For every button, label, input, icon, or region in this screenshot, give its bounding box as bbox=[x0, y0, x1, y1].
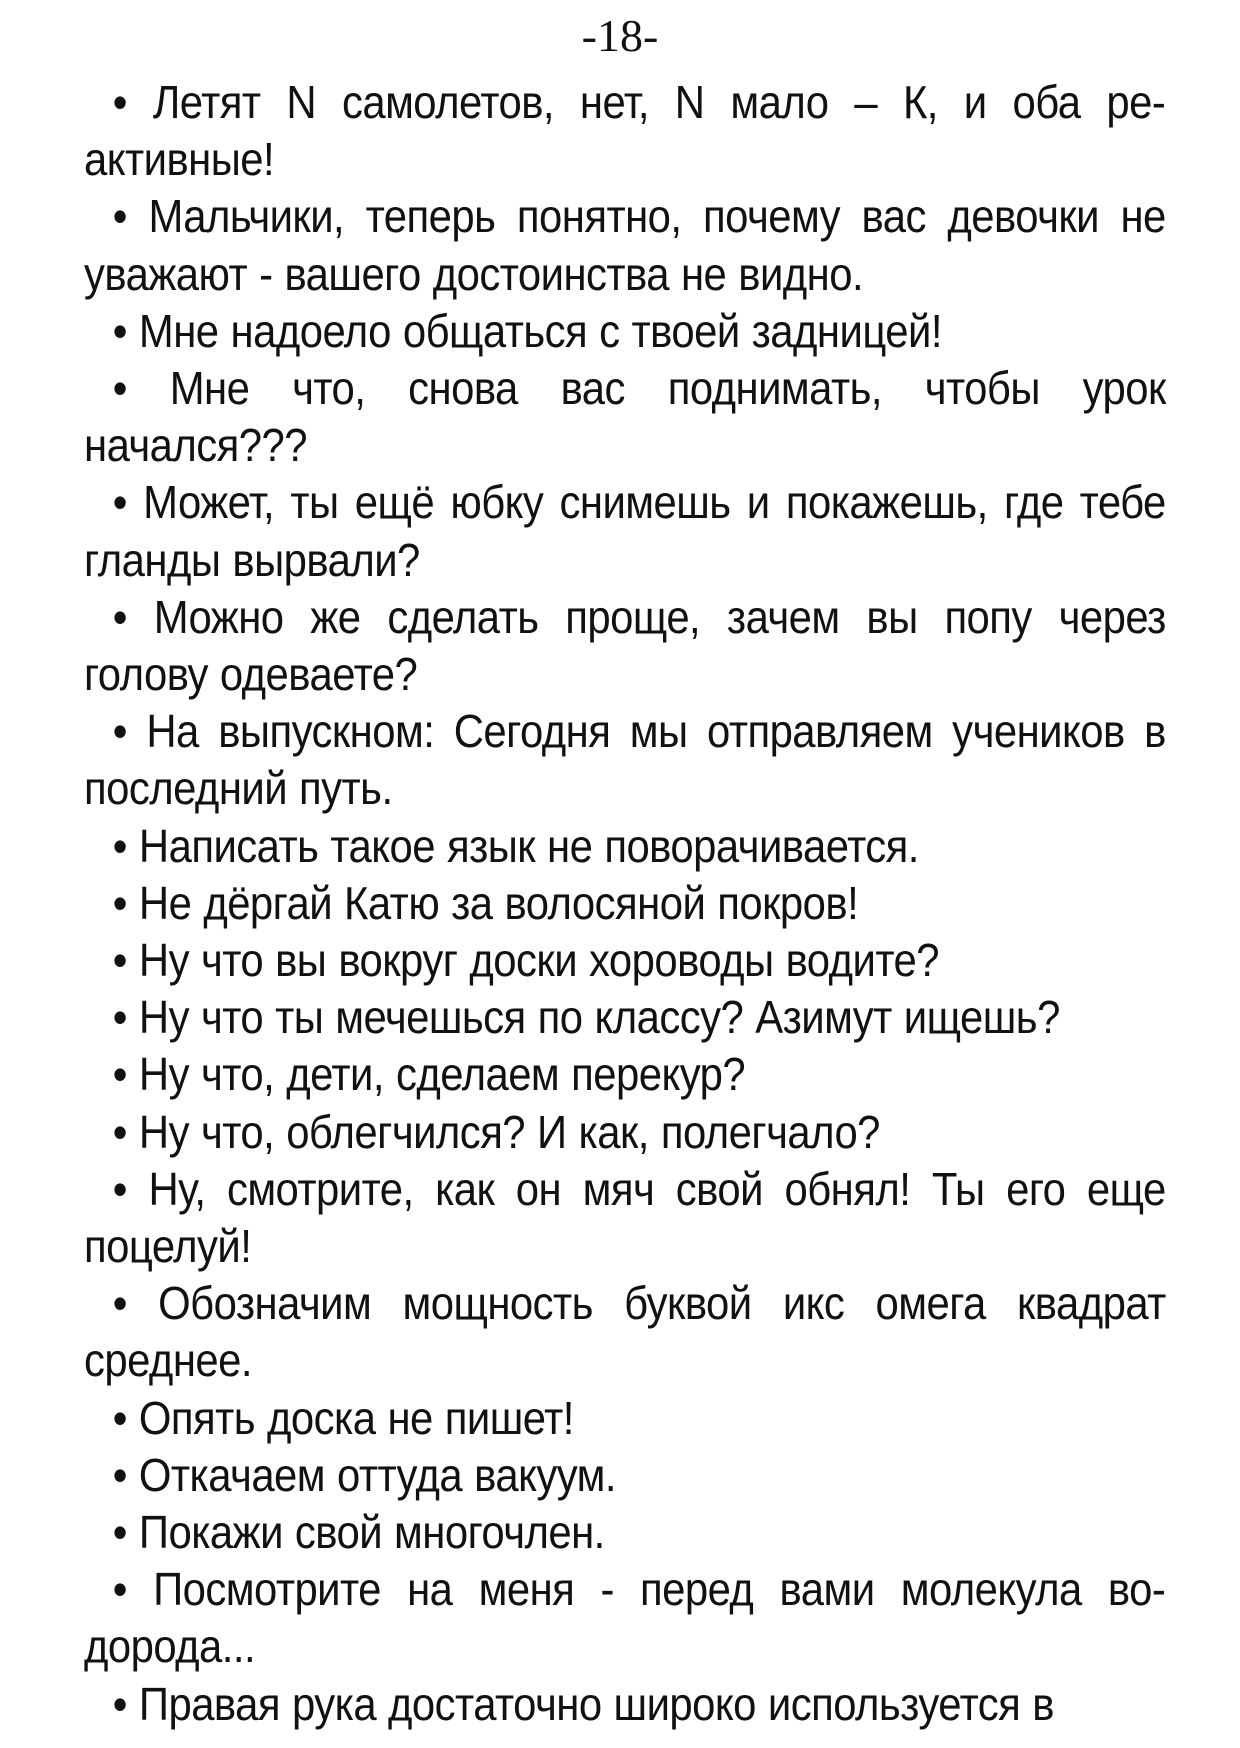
bullet: • bbox=[112, 1105, 127, 1158]
list-item-text: Можно же сделать проще, зачем вы попу через голову одеваете? bbox=[84, 590, 1166, 701]
list-item bbox=[84, 1046, 1166, 1103]
list-item-text: Ну что вы вокруг доски хороводы водите? bbox=[138, 934, 939, 987]
list-item-text: Ну что, облегчился? И как, полегчало? bbox=[138, 1105, 880, 1158]
list-item bbox=[84, 818, 1166, 875]
list-item-text: Мальчики, теперь понятно, почему вас девочки не уважают - вашего достоинства не видно. bbox=[84, 190, 1166, 300]
list-item bbox=[84, 589, 1166, 703]
list-item-text: Может, ты ещё юбку снимешь и покажешь, где тебе гланды вырвали? bbox=[84, 476, 1166, 586]
list-item-text: Написать такое язык не поворачивается. bbox=[138, 819, 919, 872]
list-item bbox=[84, 932, 1166, 989]
list-item bbox=[84, 1447, 1166, 1504]
bullet: • bbox=[112, 1677, 127, 1730]
list-item bbox=[84, 1390, 1166, 1447]
list-item-text: Опять доска не пишет! bbox=[138, 1391, 574, 1444]
bullet: • bbox=[112, 1277, 127, 1330]
list-item-text: Откачаем оттуда вакуум. bbox=[138, 1448, 616, 1501]
bullet: • bbox=[112, 1506, 127, 1559]
page-number: -18- bbox=[581, 10, 659, 61]
list-item bbox=[84, 1504, 1166, 1561]
list-item bbox=[84, 875, 1166, 932]
bullet: • bbox=[112, 190, 127, 243]
bullet: • bbox=[112, 876, 127, 929]
list-item bbox=[84, 474, 1166, 588]
list-item bbox=[84, 1161, 1166, 1275]
bullet: • bbox=[112, 76, 127, 128]
bullet: • bbox=[112, 1563, 127, 1616]
list-item bbox=[84, 1275, 1166, 1389]
bullet: • bbox=[112, 1448, 127, 1501]
list-item-text: Не дёргай Катю за волосяной покров! bbox=[138, 876, 859, 929]
list-item bbox=[84, 989, 1166, 1046]
list-item-text: Обозначим мощность буквой икс омега квадрат среднее. bbox=[84, 1277, 1166, 1387]
bullet: • bbox=[112, 1048, 127, 1101]
bullet: • bbox=[112, 590, 127, 643]
list-item-text: Ну что, дети, сделаем перекур? bbox=[138, 1048, 746, 1101]
list-item-text: Покажи свой многочлен. bbox=[138, 1506, 605, 1559]
list-item bbox=[84, 303, 1166, 360]
list-item-text: Мне что, снова вас поднимать, чтобы урок начался??? bbox=[84, 362, 1166, 472]
bullet: • bbox=[112, 1391, 127, 1444]
list-item bbox=[84, 360, 1166, 474]
list-item bbox=[84, 1104, 1166, 1161]
bullet: • bbox=[112, 1162, 127, 1215]
list-item-text: Ну, смотрите, как он мяч свой обнял! Ты его еще поцелуй! bbox=[84, 1162, 1166, 1273]
bullet: • bbox=[112, 304, 127, 357]
list-item-text: Летят N самолетов, нет, N мало – К, и оба реактивные! bbox=[84, 76, 1166, 186]
list-item-text: На выпускном: Сегодня мы отправляем учеников в последний путь. bbox=[84, 705, 1166, 815]
bullet: • bbox=[112, 819, 127, 872]
list-item bbox=[84, 188, 1166, 302]
list-item bbox=[84, 703, 1166, 817]
list-item bbox=[84, 1676, 1166, 1733]
list-item-text: Правая рука достаточно широко используется в bbox=[138, 1677, 1054, 1730]
bullet: • bbox=[112, 476, 127, 529]
page-content bbox=[84, 74, 1166, 1733]
list-item bbox=[84, 74, 1166, 188]
bullet: • bbox=[112, 934, 127, 987]
bullet: • bbox=[112, 991, 127, 1044]
list-item bbox=[84, 1561, 1166, 1675]
list-item-text: Посмотрите на меня - перед вами молекула водорода... bbox=[84, 1563, 1166, 1673]
list-item-text: Ну что ты мечешься по классу? Азимут ищешь? bbox=[138, 991, 1060, 1044]
bullet: • bbox=[112, 705, 127, 758]
bullet: • bbox=[112, 362, 127, 415]
list-item-text: Мне надоело общаться с твоей задницей! bbox=[138, 304, 942, 357]
